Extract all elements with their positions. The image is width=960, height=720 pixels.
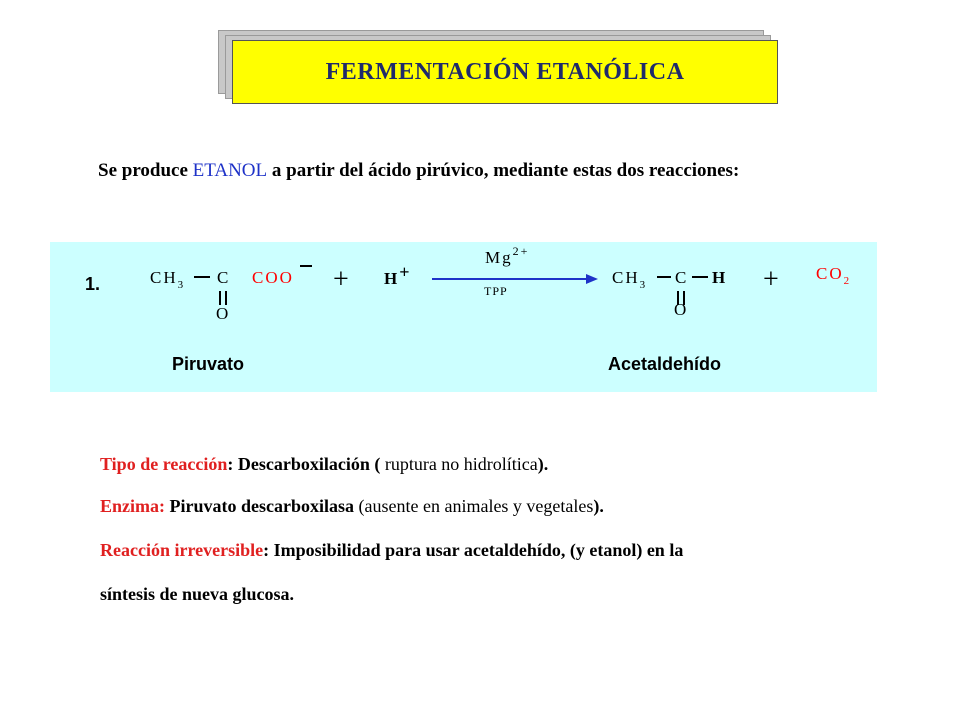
cofactor-mg — [485, 244, 530, 268]
pyruvate-ch3 — [150, 268, 184, 291]
label-acetaldehyde: Acetaldehído — [608, 354, 722, 374]
intro-highlight: ETANOL — [192, 160, 268, 181]
acetaldehyde-h: H — [712, 268, 728, 287]
note2-bold: Piruvato descarboxilasa — [165, 496, 359, 516]
note1-bold: Descarboxilación ( — [237, 454, 385, 474]
plus-sign-2: + — [763, 264, 779, 295]
proton-charge: + — [399, 262, 412, 282]
reaction-arrow — [430, 272, 600, 286]
note3-colon: : — [263, 540, 274, 560]
note3-label: Reacción irreversible — [100, 540, 264, 560]
acetaldehyde-bond-1 — [657, 276, 671, 278]
co2 — [816, 264, 850, 287]
acetaldehyde-ch3 — [612, 268, 646, 291]
note3-bold: Imposibilidad para usar acetaldehído, (y etanol) en la — [273, 540, 684, 560]
note1-label: Tipo de reacción — [100, 454, 228, 474]
note-enzyme — [100, 496, 604, 517]
pyruvate-double-bond-right — [225, 291, 227, 305]
acetaldehyde-ch: CH — [612, 268, 640, 287]
acetaldehyde-o: O — [674, 300, 689, 319]
pyruvate-double-bond-left — [219, 291, 221, 305]
intro-after: a partir del ácido pirúvico, mediante estas dos reacciones: — [267, 160, 740, 181]
co2-text: CO — [816, 264, 844, 283]
proton-h: H — [384, 269, 400, 288]
pyruvate-negative-charge — [300, 265, 312, 267]
pyruvate-bond-1 — [194, 276, 210, 278]
plus-sign-1: + — [333, 264, 349, 295]
intro-before: Se produce — [98, 160, 193, 181]
note-irreversible-cont — [100, 584, 294, 605]
cofactor-mg-text: Mg — [485, 248, 513, 267]
note1-colon: : — [227, 454, 238, 474]
pyruvate-coo: COO — [252, 268, 294, 287]
label-pyruvate: Piruvato — [172, 354, 245, 374]
note1-normal: ruptura no hidrolítica — [384, 454, 538, 474]
pyruvate-c: C — [217, 268, 231, 287]
note-reaction-type — [100, 454, 548, 475]
slide-title: FERMENTACIÓN ETANÓLICA — [232, 40, 778, 104]
proton — [384, 262, 412, 289]
reaction-number: 1. — [85, 274, 101, 294]
note2-end: ). — [593, 496, 604, 516]
pyruvate-ch-sub: 3 — [177, 279, 184, 291]
acetaldehyde-bond-2 — [692, 276, 708, 278]
cofactor-tpp: TPP — [484, 284, 508, 298]
note-irreversible — [100, 540, 683, 561]
co2-sub: 2 — [843, 275, 850, 287]
note2-label: Enzima: — [100, 496, 165, 516]
cofactor-mg-charge: 2+ — [512, 244, 530, 258]
pyruvate-o: O — [216, 304, 231, 323]
acetaldehyde-ch-sub: 3 — [639, 279, 646, 291]
pyruvate-ch: CH — [150, 268, 178, 287]
note2-normal: (ausente en animales y vegetales — [358, 496, 594, 516]
note1-end: ). — [537, 454, 549, 474]
note4-bold: síntesis de nueva glucosa. — [100, 584, 295, 604]
intro-text — [98, 160, 739, 182]
acetaldehyde-c: C — [675, 268, 689, 287]
